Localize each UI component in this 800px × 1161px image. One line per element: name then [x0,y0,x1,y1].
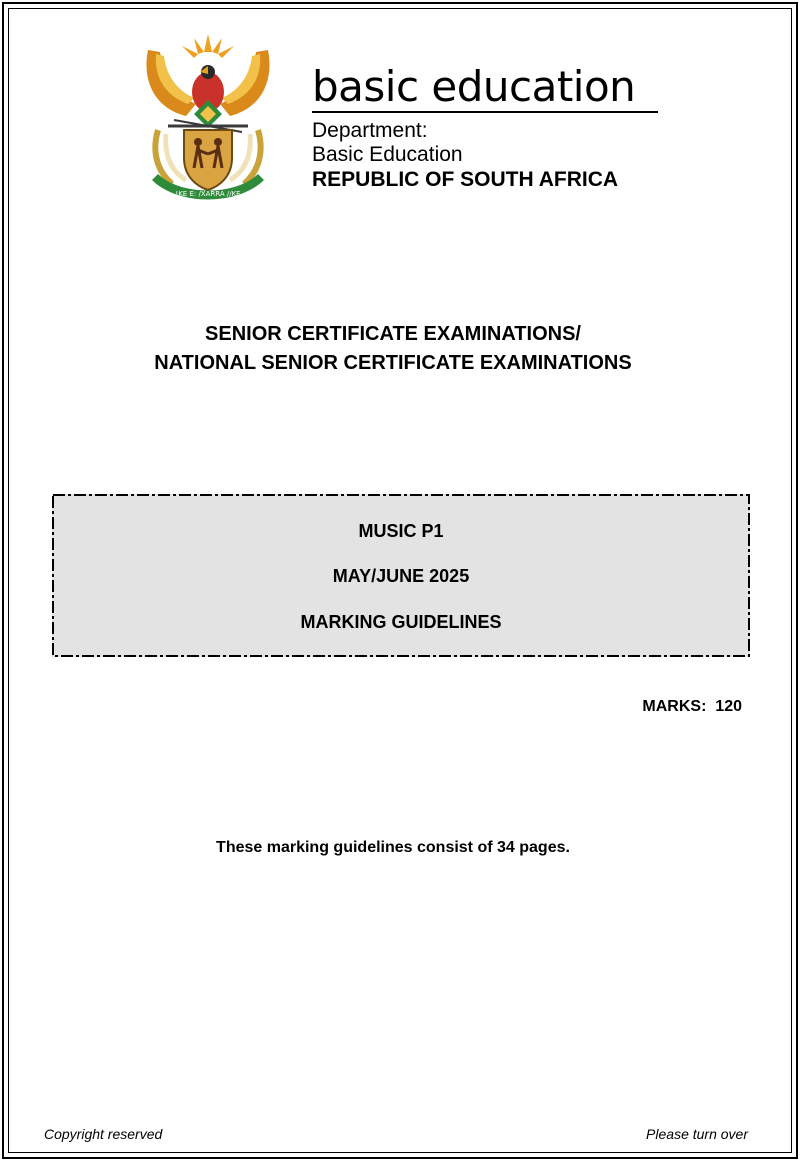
coat-of-arms-motto: !KE E: /XARRA //KE [175,190,241,198]
total-marks [642,697,742,717]
subject-box [52,494,750,657]
exam-session: MAY/JUNE 2025 [332,566,470,586]
document-type: MARKING GUIDELINES [300,612,502,632]
page-count-note: These marking guidelines consist of 34 pages. [216,839,570,856]
marks-label: MARKS: [642,698,707,715]
brand-title: basic education [312,62,636,111]
department-label: Department: [312,119,428,142]
department-branding [312,62,662,193]
exam-heading-line1: SENIOR CERTIFICATE EXAMINATIONS/ [205,323,581,345]
exam-heading [0,320,786,378]
footer-turn-over: Please turn over [646,1126,748,1142]
marks-value: 120 [715,698,742,715]
department-name: Basic Education [312,143,463,166]
exam-heading-line2: NATIONAL SENIOR CERTIFICATE EXAMINATIONS [154,352,632,374]
coat-of-arms-icon [138,30,278,208]
country-name: REPUBLIC OF SOUTH AFRICA [312,168,619,191]
subject-title: MUSIC P1 [358,521,444,541]
footer-copyright: Copyright reserved [44,1126,163,1142]
